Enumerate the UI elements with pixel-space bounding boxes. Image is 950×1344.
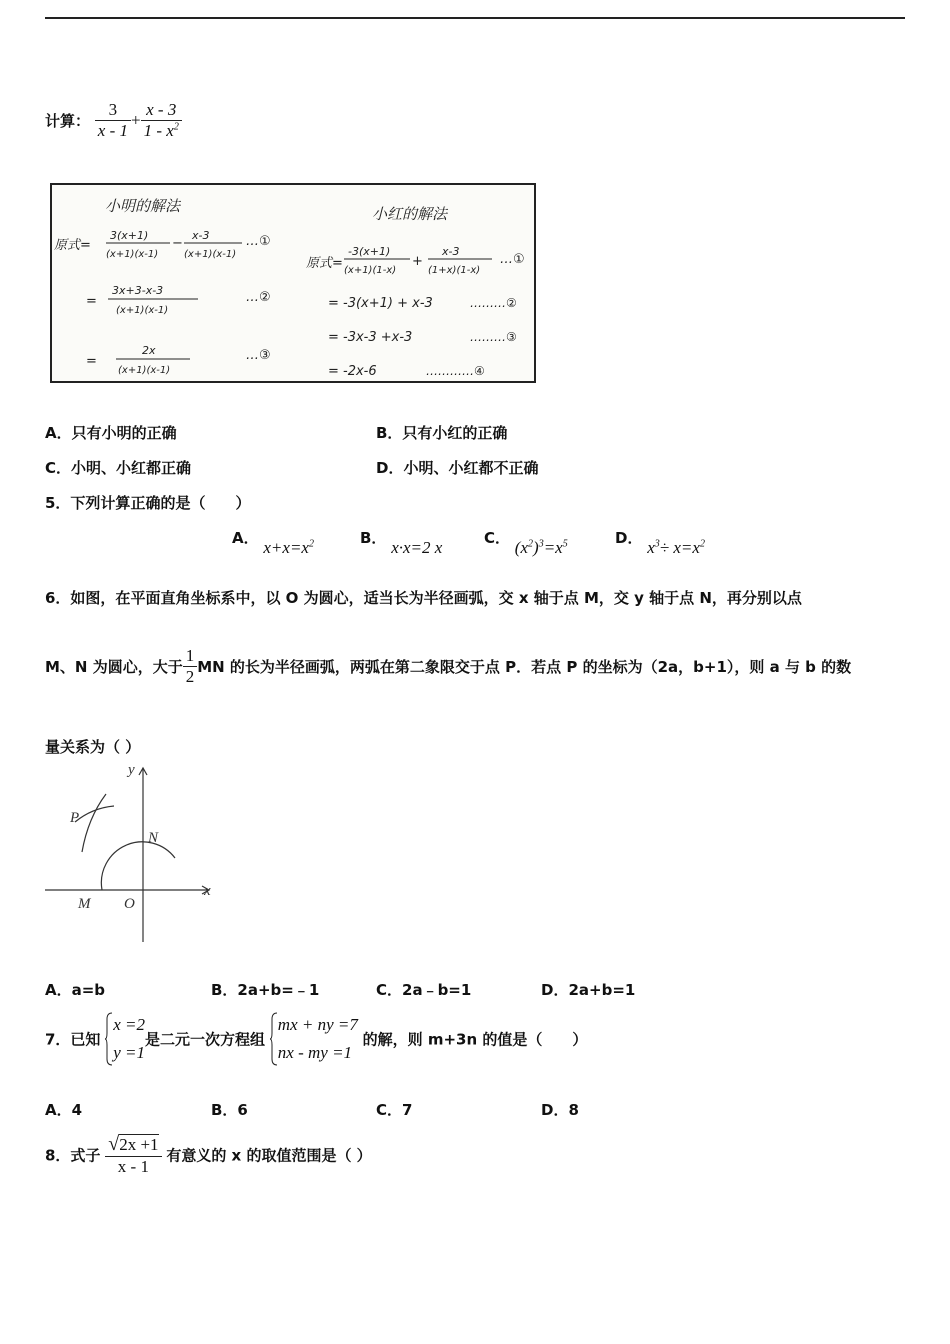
xiaohong-l1-mark: …① — [500, 252, 525, 267]
q4-fraction-1: $\frac{3}{x - 1}$ — [95, 100, 131, 141]
point-n-label: N — [148, 830, 159, 846]
xiaoming-l1-den2: (x+1)(x-1) — [184, 249, 237, 260]
xiaohong-l1-den: (x+1)(1-x) — [344, 265, 397, 276]
q8-stem: 8．式子 $\frac{√2x +1}{x - 1}$ 有意义的 x 的取值范围是（ ） — [45, 1133, 372, 1176]
q6-option-b[interactable]: B．2a+b=﹣1 — [211, 981, 320, 999]
q4-option-a[interactable]: A．只有小明的正确 — [45, 424, 177, 442]
q6-line3: 量关系为（ ） — [45, 738, 141, 756]
q5-option-a[interactable]: A． $x+x=x^2$ — [232, 529, 314, 557]
xiaoming-title: 小明的解法 — [105, 197, 181, 215]
header-rule — [45, 17, 905, 19]
q4-option-c[interactable]: C．小明、小红都正确 — [45, 459, 192, 477]
q6-line1: 6．如图，在平面直角坐标系中，以 O 为圆心，适当长为半径画弧，交 x 轴于点 M，交 y 轴于点 N，再分别以点 — [45, 589, 802, 607]
x-axis-label: x — [204, 883, 211, 899]
xiaohong-l3-mark: ………③ — [470, 330, 517, 344]
xiaoming-l1-den: (x+1)(x-1) — [106, 249, 159, 260]
q5-option-c[interactable]: C． $(x^2)^3=x^5$ — [484, 529, 568, 557]
xiaoming-l3-num: 2x — [142, 344, 156, 357]
handwritten-solutions-image — [50, 183, 536, 383]
xiaohong-l1-num2: x-3 — [442, 245, 460, 258]
xiaoming-l3-mark: …③ — [246, 348, 271, 363]
xiaohong-l4-mark: …………④ — [426, 364, 485, 378]
xiaohong-l4: = -2x-6 — [328, 364, 377, 379]
xiaoming-l3-den: (x+1)(x-1) — [118, 365, 171, 376]
q4-option-b[interactable]: B．只有小红的正确 — [376, 424, 508, 442]
arc-center-o — [101, 842, 175, 890]
xiaohong-l1-num: -3(x+1) — [348, 245, 391, 258]
point-p-label: P — [70, 810, 80, 826]
q4-option-d[interactable]: D．小明、小红都不正确 — [376, 459, 539, 477]
arc-from-m — [82, 794, 106, 852]
svg-text:=: = — [86, 354, 97, 369]
q8-fraction: $\frac{√2x +1}{x - 1}$ — [105, 1133, 161, 1177]
xiaoming-l1-mark: …① — [246, 234, 271, 249]
xiaohong-l1-plus: + — [412, 254, 423, 269]
q5-stem: 5．下列计算正确的是（ ） — [45, 494, 251, 512]
q6-option-c[interactable]: C．2a﹣b=1 — [376, 981, 472, 999]
xiaohong-l1-den2: (1+x)(1-x) — [428, 265, 481, 276]
y-axis-label: y — [128, 762, 135, 778]
q6-option-d[interactable]: D．2a+b=1 — [541, 981, 636, 999]
xiaohong-l1-label: 原式= — [306, 256, 343, 271]
q4-expression: 计算： $\frac{3}{x - 1}$ + $\frac{x - 3}{1 - x^2}$ — [45, 100, 182, 141]
xiaohong-l2-mark: ………② — [470, 296, 517, 310]
point-o-label: O — [124, 896, 135, 912]
xiaohong-l3: = -3x-3 +x-3 — [328, 330, 413, 345]
q7-option-b[interactable]: B．6 — [211, 1101, 248, 1119]
xiaoming-l2-den: (x+1)(x-1) — [116, 305, 169, 316]
q7-system-2: mx + ny =7 nx - my =1 — [277, 1015, 358, 1062]
xiaoming-l1-num: 3(x+1) — [110, 229, 149, 242]
q7-option-d[interactable]: D．8 — [541, 1101, 579, 1119]
q7-stem: 7．已知 x =2 y =1 是二元一次方程组 mx + ny =7 nx - my =1 的解，则 m+3n 的值是（ ） — [45, 1011, 587, 1067]
q6-option-a[interactable]: A．a=b — [45, 981, 106, 999]
xiaoming-l1-minus: − — [172, 236, 183, 251]
xiaohong-title: 小红的解法 — [372, 205, 448, 223]
q4-prefix: 计算： — [45, 112, 91, 130]
q7-system-1: x =2 y =1 — [113, 1015, 145, 1062]
q7-option-a[interactable]: A．4 — [45, 1101, 83, 1119]
q6-coordinate-figure — [42, 760, 222, 945]
sqrt-icon: √ — [108, 1133, 120, 1155]
q7-brace-2 — [270, 1011, 278, 1067]
q5-option-d[interactable]: D． $x^3\div x=x^2$ — [615, 529, 705, 557]
xiaoming-l1-label: 原式= — [54, 238, 91, 253]
q7-option-c[interactable]: C．7 — [376, 1101, 413, 1119]
q5-option-b[interactable]: B． x·x=2 x — [360, 529, 443, 557]
xiaoming-l2-mark: …② — [246, 290, 271, 305]
q6-line2: M、N 为圆心，大于 $\frac{1}{2}$ MN 的长为半径画弧，两弧在第二象限交于点 P．若点 P 的坐标为（2a，b+1），则 a 与 b 的数 — [45, 646, 852, 686]
q6-half-fraction: $\frac{1}{2}$ — [183, 646, 198, 687]
point-m-label: M — [78, 896, 91, 912]
xiaohong-l2: = -3(x+1) + x-3 — [328, 296, 433, 311]
svg-text:=: = — [86, 294, 97, 309]
xiaoming-l1-num2: x-3 — [192, 229, 210, 242]
q4-fraction-2: $\frac{x - 3}{1 - x^2}$ — [141, 100, 182, 141]
xiaoming-l2-num: 3x+3-x-3 — [112, 284, 164, 297]
